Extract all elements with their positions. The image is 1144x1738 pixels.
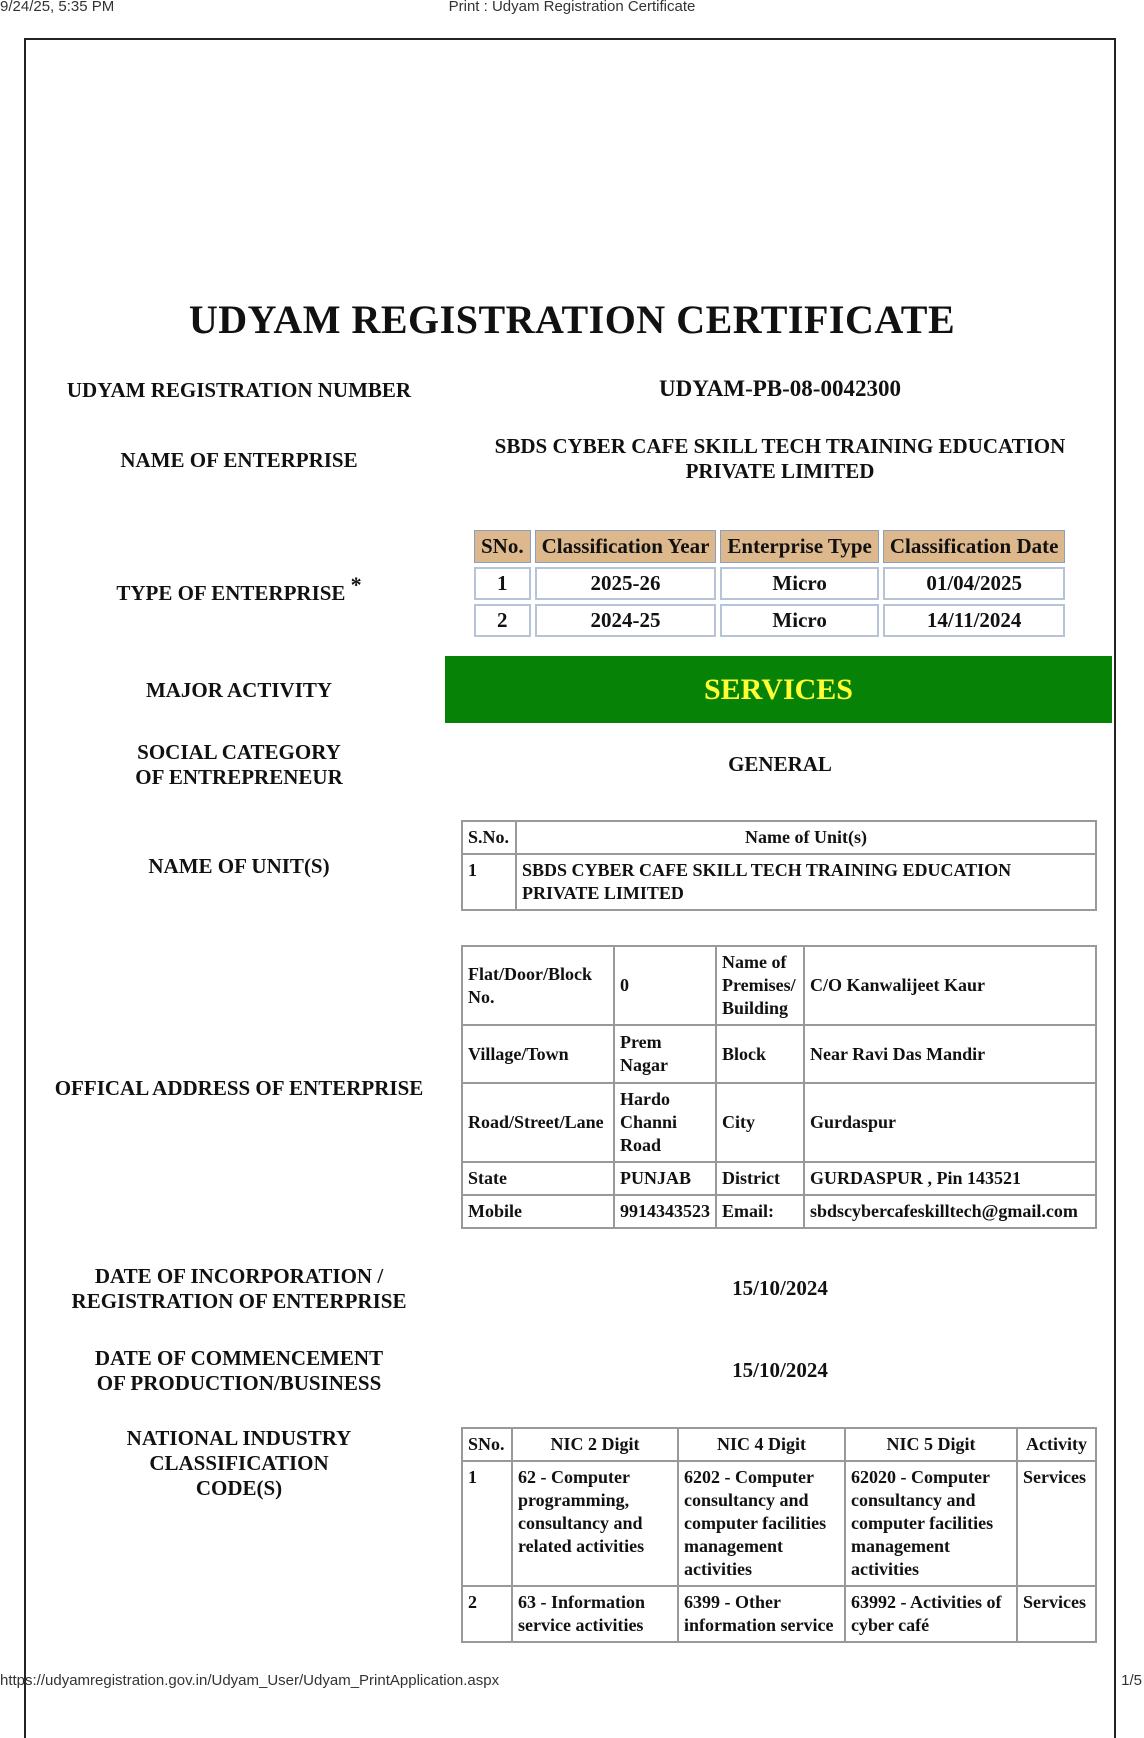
district-value: GURDASPUR , Pin 143521 bbox=[804, 1162, 1096, 1195]
table-row bbox=[462, 1586, 1096, 1642]
major-activity-label: MAJOR ACTIVITY bbox=[145, 678, 333, 702]
type-label-text: TYPE OF ENTERPRISE bbox=[116, 581, 346, 605]
enterprise-name-label: NAME OF ENTERPRISE bbox=[120, 448, 358, 472]
social-category-value: GENERAL bbox=[728, 752, 832, 776]
flat-label: Flat/Door/Block No. bbox=[462, 946, 614, 1025]
table-cell: 63 - Information service activities bbox=[512, 1586, 678, 1642]
table-cell: 6202 - Computer consultancy and computer facilities management activities bbox=[678, 1461, 845, 1586]
table-cell: Micro bbox=[720, 567, 878, 600]
city-value: Gurdaspur bbox=[804, 1083, 1096, 1162]
table-header: NIC 2 Digit bbox=[512, 1428, 678, 1461]
table-header: SNo. bbox=[474, 530, 531, 563]
road-value: Hardo Channi Road bbox=[614, 1083, 716, 1162]
table-row bbox=[462, 1195, 1096, 1228]
table-cell: 1 bbox=[462, 1461, 512, 1586]
enterprise-type-table bbox=[470, 526, 1069, 641]
units-table bbox=[461, 820, 1097, 911]
premises-value: C/O Kanwalijeet Kaur bbox=[804, 946, 1096, 1025]
incorporation-label: DATE OF INCORPORATION / REGISTRATION OF ENTERPRISE bbox=[71, 1264, 407, 1313]
nic-label: NATIONAL INDUSTRY CLASSIFICATION CODE(S) bbox=[126, 1426, 352, 1500]
enterprise-name-value: SBDS CYBER CAFE SKILL TECH TRAINING EDUCATION PRIVATE LIMITED bbox=[494, 434, 1066, 483]
type-of-enterprise-label bbox=[34, 572, 444, 606]
district-label: District bbox=[716, 1162, 804, 1195]
table-row bbox=[462, 946, 1096, 1025]
state-value: PUNJAB bbox=[614, 1162, 716, 1195]
table-cell: 2 bbox=[462, 1586, 512, 1642]
print-datetime: 9/24/25, 5:35 PM bbox=[0, 0, 115, 15]
table-header: Classification Year bbox=[535, 530, 717, 563]
major-activity-banner: SERVICES bbox=[445, 656, 1112, 723]
print-footer bbox=[0, 1672, 1144, 1688]
table-cell: 1 bbox=[474, 567, 531, 600]
table-cell: 6399 - Other information service bbox=[678, 1586, 845, 1642]
units-label: NAME OF UNIT(S) bbox=[148, 854, 330, 878]
reg-number-label: UDYAM REGISTRATION NUMBER bbox=[66, 378, 412, 402]
table-cell: SBDS CYBER CAFE SKILL TECH TRAINING EDUCATION PRIVATE LIMITED bbox=[516, 854, 1096, 910]
table-cell: 62 - Computer programming, consultancy and related activities bbox=[512, 1461, 678, 1586]
print-page-title: Print : Udyam Registration Certificate bbox=[448, 0, 696, 15]
table-row bbox=[462, 854, 1096, 910]
table-header: Enterprise Type bbox=[720, 530, 878, 563]
commencement-date: 15/10/2024 bbox=[732, 1358, 828, 1382]
premises-label: Name of Premises/ Building bbox=[716, 946, 804, 1025]
table-cell: Services bbox=[1017, 1461, 1096, 1586]
mobile-value: 9914343523 bbox=[614, 1195, 716, 1228]
table-header: S.No. bbox=[462, 821, 516, 854]
table-header: Classification Date bbox=[883, 530, 1066, 563]
block-label: Block bbox=[716, 1025, 804, 1083]
table-header-row bbox=[462, 1428, 1096, 1461]
village-value: Prem Nagar bbox=[614, 1025, 716, 1083]
address-label: OFFICAL ADDRESS OF ENTERPRISE bbox=[54, 1076, 424, 1100]
incorporation-date: 15/10/2024 bbox=[732, 1276, 828, 1300]
table-cell: 63992 - Activities of cyber café bbox=[845, 1586, 1017, 1642]
table-row bbox=[462, 1162, 1096, 1195]
table-header: Activity bbox=[1017, 1428, 1096, 1461]
road-label: Road/Street/Lane bbox=[462, 1083, 614, 1162]
nic-table bbox=[461, 1427, 1097, 1643]
table-header: SNo. bbox=[462, 1428, 512, 1461]
print-page-number: 1/5 bbox=[1121, 1672, 1142, 1689]
village-label: Village/Town bbox=[462, 1025, 614, 1083]
table-cell: Services bbox=[1017, 1586, 1096, 1642]
block-value: Near Ravi Das Mandir bbox=[804, 1025, 1096, 1083]
table-cell: 01/04/2025 bbox=[883, 567, 1066, 600]
reg-number-value: UDYAM-PB-08-0042300 bbox=[659, 376, 901, 401]
table-cell: 2024-25 bbox=[535, 604, 717, 637]
table-header: NIC 5 Digit bbox=[845, 1428, 1017, 1461]
flat-value: 0 bbox=[614, 946, 716, 1025]
table-header-row bbox=[462, 821, 1096, 854]
address-table bbox=[461, 945, 1097, 1229]
table-header-row bbox=[474, 530, 1065, 563]
table-row bbox=[462, 1461, 1096, 1586]
email-value: sbdscybercafeskilltech@gmail.com bbox=[804, 1195, 1096, 1228]
table-cell: 2 bbox=[474, 604, 531, 637]
type-asterisk: * bbox=[350, 572, 362, 597]
table-cell: 14/11/2024 bbox=[883, 604, 1066, 637]
commencement-label: DATE OF COMMENCEMENT OF PRODUCTION/BUSINESS bbox=[94, 1346, 384, 1395]
table-row bbox=[474, 567, 1065, 600]
table-row bbox=[474, 604, 1065, 637]
social-category-label: SOCIAL CATEGORY OF ENTREPRENEUR bbox=[135, 740, 343, 789]
table-row bbox=[462, 1025, 1096, 1083]
certificate-title: UDYAM REGISTRATION CERTIFICATE bbox=[188, 297, 956, 342]
table-row bbox=[462, 1083, 1096, 1162]
table-cell: 2025-26 bbox=[535, 567, 717, 600]
mobile-label: Mobile bbox=[462, 1195, 614, 1228]
state-label: State bbox=[462, 1162, 614, 1195]
table-cell: Micro bbox=[720, 604, 878, 637]
table-cell: 1 bbox=[462, 854, 516, 910]
print-url: https://udyamregistration.gov.in/Udyam_User/Udyam_PrintApplication.aspx bbox=[0, 1672, 500, 1689]
table-cell: 62020 - Computer consultancy and computer facilities management activities bbox=[845, 1461, 1017, 1586]
print-header bbox=[0, 0, 1144, 14]
email-label: Email: bbox=[716, 1195, 804, 1228]
table-header: Name of Unit(s) bbox=[516, 821, 1096, 854]
city-label: City bbox=[716, 1083, 804, 1162]
table-header: NIC 4 Digit bbox=[678, 1428, 845, 1461]
